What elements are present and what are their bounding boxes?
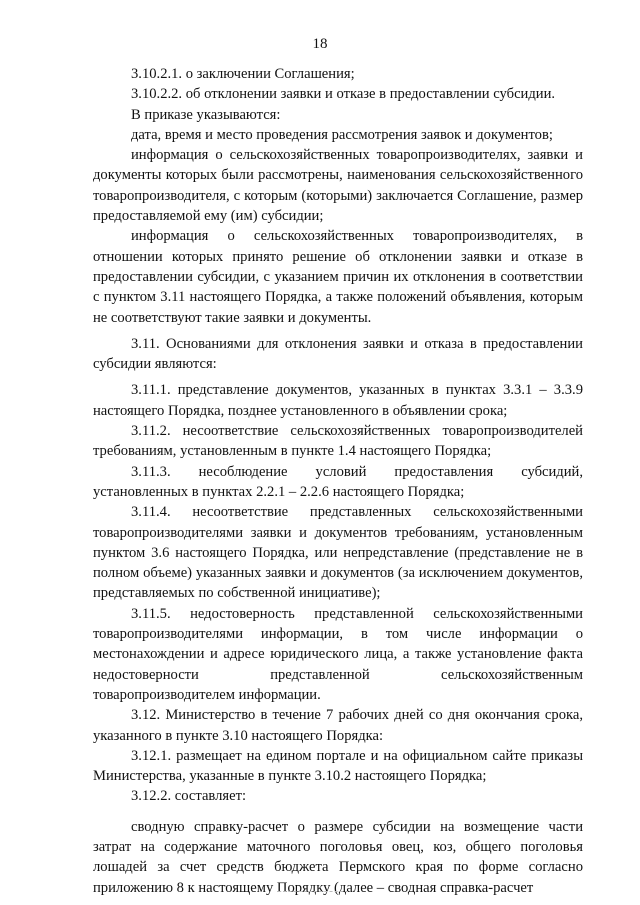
paragraph-3-10-2-1: 3.10.2.1. о заключении Соглашения;: [131, 66, 355, 82]
paragraph-date-time-place: дата, время и место проведения рассмотрения заявок и документов;: [131, 126, 553, 143]
paragraph-3-11-4: 3.11.4. несоответствие представленных сельскохозяйственными товаропроизводителями заявки и документов требованиям, установленным пунктом 3.6 настоящего Порядка, или непредставление (представление не в полном объеме) указанных заявки и документов (за исключением документов, представляемых по собственной инициативе);: [93, 504, 583, 602]
page-number: 18: [312, 36, 328, 52]
paragraph-order-contents-intro: В приказе указываются:: [131, 106, 281, 123]
paragraph-info-accepted-producers: информация о сельскохозяйственных товаропроизводителях, заявки и документы которых были рассмотрены, наименования сельскохозяйственного товаропроизводителя, с которым (которыми) заключается Соглашение, размер предоставляемой ему (им) субсидии;: [93, 147, 583, 225]
paragraph-3-12: 3.12. Министерство в течение 7 рабочих дней со дня окончания срока, указанного в пункте 3.10 настоящего Порядка:: [93, 707, 583, 744]
paragraph-summary-calculation: сводную справку-расчет о размере субсидии на возмещение части затрат на содержание маточного поголовья овец, коз, общего поголовья лошадей за счет средств бюджета Пермского края по форме согласно приложению 8 к настоящему Порядку (далее – сводная справка-расчет: [93, 818, 583, 896]
scan-artifact-divider: [278, 891, 348, 892]
paragraph-info-rejected-producers: информация о сельскохозяйственных товаропроизводителях, в отношении которых принято решение об отклонении заявки и отказе в предоставлении субсидии, с указанием причин их отклонения в соответствии с пунктом 3.11 настоящего Порядка, а также положений объявления, которым не соответствуют такие заявки и документы.: [93, 228, 583, 326]
document-body: [93, 64, 583, 898]
paragraph-3-12-2: 3.12.2. составляет:: [131, 788, 247, 805]
paragraph-3-12-1: 3.12.1. размещает на едином портале и на официальном сайте приказы Министерства, указанные в пункте 3.10.2 настоящего Порядка;: [93, 747, 583, 785]
paragraph-3-11-3: 3.11.3. несоблюдение условий предоставления субсидий, установленных в пунктах 2.2.1 – 2.2.6 настоящего Порядка;: [93, 463, 583, 500]
paragraph-3-11-5: 3.11.5. недостоверность представленной сельскохозяйственными товаропроизводителями информации, в том числе информации о местонахождении и адресе юридического лица, а также установление факта недостоверности представленной сельскохозяйственным товаропроизводителем информации.: [93, 605, 583, 703]
paragraph-3-11-1: 3.11.1. представление документов, указанных в пунктах 3.3.1 – 3.3.9 настоящего Порядка, позднее установленного в объявлении срока;: [93, 382, 583, 419]
paragraph-3-11: 3.11. Основаниями для отклонения заявки и отказа в предоставлении субсидии являются:: [93, 335, 583, 373]
paragraph-3-10-2-2: 3.10.2.2. об отклонении заявки и отказе в предоставлении субсидии.: [131, 86, 556, 103]
paragraph-3-11-2: 3.11.2. несоответствие сельскохозяйственных товаропроизводителей требованиям, установленным в пункте 1.4 настоящего Порядка;: [93, 423, 583, 460]
